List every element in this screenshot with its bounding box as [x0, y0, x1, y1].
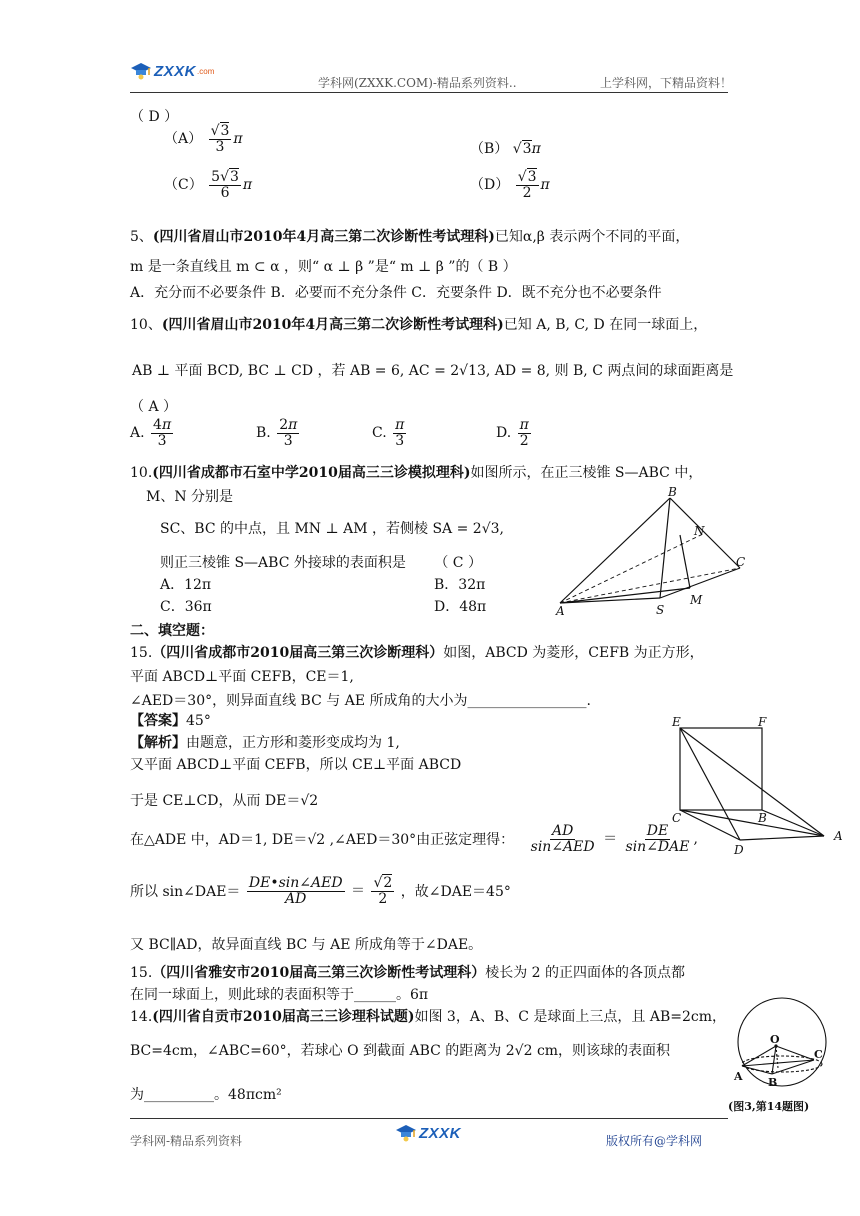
prev-option-d: （D） $\frac{√3}{2}$ π — [470, 169, 550, 201]
square-label-d: D — [734, 843, 744, 857]
q14-line1-tail: 如图 3，A、B、C 是球面上三点，且 AB=2cm， — [414, 1009, 727, 1025]
q15b-line2: 在同一球面上，则此球的表面积等于______。6π — [130, 987, 429, 1003]
sphere-figure — [730, 994, 840, 1098]
q5-line1 — [130, 226, 689, 246]
square-label-e: E — [672, 715, 681, 729]
q10b-option-c: C．36π — [160, 599, 212, 615]
q10a-line2: AB ⊥ 平面 BCD, BC ⊥ CD ，若 AB = 6, AC = 2√13, AD = 8, 则 B, C 两点间的球面距离是 — [132, 363, 734, 379]
q10a-prefix: 10、 — [130, 317, 162, 333]
prev-option-b-label: （B） — [470, 141, 509, 157]
square-label-b: B — [758, 811, 767, 825]
q15a-line1 — [130, 642, 704, 662]
q10b-line1 — [130, 462, 702, 482]
q15a-source: （四川省成都市2010届高三第三次诊断理科） — [152, 645, 444, 661]
sphere-label-b: B — [768, 1076, 778, 1089]
q10a-source: (四川省眉山市2010年4月高三第二次诊断性考试理科) — [161, 317, 504, 333]
q14-line3: 为__________。48πcm² — [130, 1087, 282, 1103]
q10a-option-c-label: C. — [372, 425, 387, 442]
pyramid-label-m: M — [690, 593, 703, 607]
pyramid-label-s: S — [656, 603, 665, 617]
q5-source: (四川省眉山市2010年4月高三第二次诊断性考试理科) — [152, 229, 495, 245]
q15b-line1-tail: 棱长为 2 的正四面体的各顶点都 — [485, 965, 686, 981]
q15a-line1-tail: 如图，ABCD 为菱形，CEFB 为正方形， — [443, 645, 704, 661]
q10b-line3: SC、BC 的中点，且 MN ⊥ AM ，若侧棱 SA = 2√3, — [160, 521, 504, 537]
header-logo — [130, 62, 214, 80]
q10b-source: (四川省成都市石室中学2010届高三三诊模拟理科) — [152, 465, 471, 481]
pyramid-label-b: B — [668, 485, 677, 499]
q10b-line4 — [160, 552, 482, 572]
prev-option-b: （B） √3π — [470, 141, 541, 157]
q14-source: (四川省自贡市2010届高三三诊理科试题) — [152, 1009, 415, 1025]
q15a-analysis-1 — [130, 732, 400, 752]
prev-answer: （ D ） — [130, 109, 179, 125]
q15a-analysis-4: 在△ADE 中，AD＝1, DE＝√2 ,∠AED＝30°由正弦定理得： $\frac{AD}{\text{sin∠AED}}$ ＝ $\frac{DE}{\text{sin∠DAE}}$ , — [130, 823, 698, 855]
logo-com: .com — [197, 66, 215, 76]
q14-line1 — [130, 1006, 726, 1026]
q15a-analysis-6: 又 BC∥AD，故异面直线 BC 与 AE 所成角等于∠DAE。 — [130, 937, 483, 953]
q10a-option-a-label: A. — [130, 425, 145, 442]
q10a-option-d-label: D. — [496, 425, 512, 442]
q15a-analysis-tag: 【解析】 — [130, 735, 186, 751]
sphere-label-o: O — [770, 1033, 780, 1046]
footer-logo-text: ZXXK — [419, 1124, 462, 1142]
graduation-cap-icon — [395, 1124, 417, 1142]
q10b-line1-tail: 如图所示，在正三棱锥 S—ABC 中， — [470, 465, 703, 481]
q10a-option-a: A. $\frac{4\pi}{3}$ — [130, 417, 172, 449]
q15a-analysis-1-text: 由题意，正方形和菱形变成均为 1, — [186, 735, 400, 751]
section-2-title: 二、填空题： — [130, 623, 214, 639]
q15b-source: （四川省雅安市2010届高三第三次诊断性考试理科） — [152, 965, 486, 981]
square-rhombus-figure — [664, 712, 850, 858]
q10a-option-d: D. $\frac{\pi}{2}$ — [496, 417, 529, 449]
graduation-cap-icon — [130, 62, 152, 80]
q10a-option-b: B. $\frac{2\pi}{3}$ — [256, 417, 298, 449]
q15a-analysis-4-text: 在△ADE 中，AD＝1, DE＝√2 ,∠AED＝30°由正弦定理得： — [130, 832, 515, 849]
square-label-f: F — [758, 715, 767, 729]
q15a-line3: ∠AED＝30°，则异面直线 BC 与 AE 所成角的大小为_________________. — [130, 693, 591, 709]
pyramid-figure — [550, 480, 750, 620]
q15a-analysis-5: 所以 sin∠DAE＝ $\frac{\text{DE•sin∠AED}}{AD}$ ＝ $\frac{√2}{2}$ ，故∠DAE＝45° — [130, 875, 511, 907]
prev-option-a: （A） $\frac{√3}{3}$ π — [164, 123, 243, 155]
q15a-analysis-5-tail: ，故∠DAE＝45° — [400, 884, 511, 901]
q10a-option-b-label: B. — [256, 425, 271, 442]
square-label-c: C — [672, 811, 682, 825]
pyramid-label-c: C — [736, 555, 746, 569]
footer-rule — [130, 1118, 728, 1119]
q15b-prefix: 15. — [130, 965, 153, 981]
q10b-option-d: D．48π — [434, 599, 487, 615]
q15a-line2: 平面 ABCD⊥平面 CEFB，CE＝1, — [130, 669, 354, 685]
q10a-line1 — [130, 314, 707, 334]
q10b-answer: （ C ） — [434, 555, 482, 571]
q5-options: A．充分而不必要条件 B．必要而不充分条件 C．充要条件 D．既不充分也不必要条件 — [130, 285, 662, 301]
logo-text: ZXXK — [154, 62, 197, 80]
q15b-line1 — [130, 962, 685, 982]
prev-option-a-label: （A） — [164, 131, 203, 148]
footer-right: 版权所有@学科网 — [606, 1134, 703, 1148]
q5-line1-tail: 已知α,β 表示两个不同的平面， — [494, 229, 690, 245]
q15a-analysis-3: 于是 CE⊥CD，从而 DE＝√2 — [130, 793, 319, 809]
q10b-option-b: B．32π — [434, 577, 486, 593]
header-right: 上学科网，下精品资料！ — [600, 76, 733, 90]
q15a-analysis-5-lead: 所以 sin∠DAE＝ — [130, 884, 241, 901]
header-center: 学科网(ZXXK.COM)-精品系列资料.. — [318, 76, 517, 90]
q10b-option-a: A．12π — [160, 577, 212, 593]
q10a-line1-tail: 已知 A, B, C, D 在同一球面上， — [503, 317, 708, 333]
q5-line2: m 是一条直线且 m ⊂ α ，则“ α ⊥ β ”是“ m ⊥ β ”的（ B ） — [130, 259, 517, 275]
sphere-label-a: A — [734, 1070, 743, 1083]
q14-prefix: 14. — [130, 1009, 153, 1025]
footer-logo — [395, 1124, 461, 1142]
sphere-label-c: C — [814, 1048, 823, 1061]
pyramid-label-a: A — [556, 604, 565, 618]
prev-option-c-label: （C） — [164, 177, 203, 194]
q15a-answer — [130, 710, 211, 730]
square-label-a: A — [834, 829, 843, 843]
q10a-answer: （ A ） — [130, 399, 178, 415]
q15a-answer-value: 45° — [186, 713, 211, 729]
q10b-line4-text: 则正三棱锥 S—ABC 外接球的表面积是 — [160, 555, 406, 571]
q10b-line2: M、N 分别是 — [146, 489, 234, 505]
q14-line2: BC=4cm，∠ABC=60°，若球心 O 到截面 ABC 的距离为 2√2 cm，则该球的表面积 — [130, 1043, 671, 1059]
q15a-prefix: 15. — [130, 645, 153, 661]
q10b-prefix: 10. — [130, 465, 153, 481]
prev-option-d-label: （D） — [470, 177, 510, 194]
prev-option-c: （C） $\frac{5√3}{6}$ π — [164, 169, 253, 201]
header-rule — [130, 92, 728, 93]
q10a-option-c: C. $\frac{\pi}{3}$ — [372, 417, 405, 449]
q15a-answer-tag: 【答案】 — [130, 713, 186, 729]
pyramid-label-n: N — [694, 524, 705, 538]
footer-left: 学科网-精品系列资料 — [130, 1134, 243, 1148]
q15a-analysis-2: 又平面 ABCD⊥平面 CEFB，所以 CE⊥平面 ABCD — [130, 757, 462, 773]
sphere-figure-caption: (图3,第14题图) — [728, 1100, 810, 1113]
q5-prefix: 5、 — [130, 229, 153, 245]
